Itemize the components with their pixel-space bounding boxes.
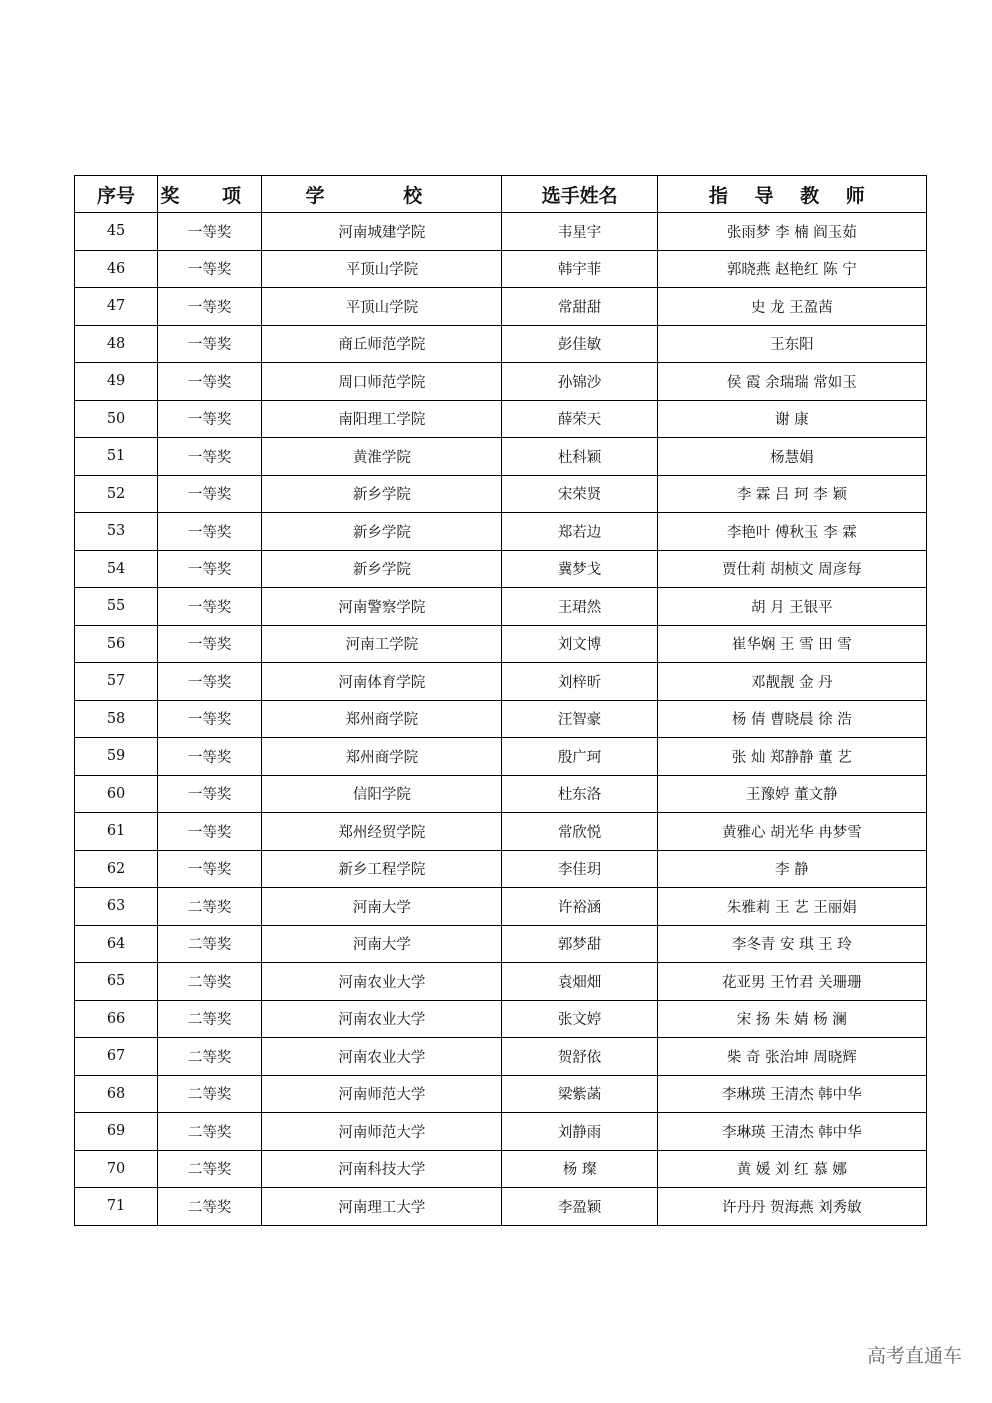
- cell-contestant: 汪智豪: [502, 700, 657, 738]
- cell-award: 二等奖: [158, 1188, 262, 1226]
- cell-teacher: 许丹丹 贺海燕 刘秀敏: [657, 1188, 926, 1226]
- cell-school: 河南师范大学: [262, 1075, 502, 1113]
- table-row: [75, 1150, 927, 1188]
- table-row: [75, 813, 927, 851]
- cell-award: 一等奖: [158, 513, 262, 551]
- cell-teacher: 侯 霞 余瑞瑞 常如玉: [657, 363, 926, 401]
- cell-contestant: 郭梦甜: [502, 925, 657, 963]
- cell-teacher: 张雨梦 李 楠 阎玉茹: [657, 213, 926, 251]
- cell-contestant: 贺舒依: [502, 1038, 657, 1076]
- cell-contestant: 杨 璨: [502, 1150, 657, 1188]
- cell-award: 一等奖: [158, 288, 262, 326]
- cell-contestant: 韦星宇: [502, 213, 657, 251]
- header-row: [75, 176, 927, 213]
- cell-contestant: 王珺然: [502, 588, 657, 626]
- cell-seq: 67: [75, 1038, 158, 1076]
- cell-seq: 54: [75, 550, 158, 588]
- cell-school: 新乡学院: [262, 513, 502, 551]
- cell-award: 一等奖: [158, 363, 262, 401]
- cell-award: 一等奖: [158, 588, 262, 626]
- cell-teacher: 李 霖 吕 珂 李 颖: [657, 475, 926, 513]
- cell-award: 一等奖: [158, 475, 262, 513]
- cell-teacher: 李琳瑛 王清杰 韩中华: [657, 1075, 926, 1113]
- table-row: [75, 250, 927, 288]
- cell-seq: 52: [75, 475, 158, 513]
- cell-award: 二等奖: [158, 1075, 262, 1113]
- cell-seq: 62: [75, 850, 158, 888]
- cell-teacher: 胡 月 王银平: [657, 588, 926, 626]
- table-row: [75, 775, 927, 813]
- cell-seq: 51: [75, 438, 158, 476]
- cell-contestant: 刘静雨: [502, 1113, 657, 1151]
- cell-teacher: 柴 奇 张治坤 周晓辉: [657, 1038, 926, 1076]
- cell-contestant: 许裕涵: [502, 888, 657, 926]
- table-header: [75, 176, 927, 213]
- cell-school: 河南警察学院: [262, 588, 502, 626]
- table-row: [75, 400, 927, 438]
- cell-school: 平顶山学院: [262, 250, 502, 288]
- cell-seq: 66: [75, 1000, 158, 1038]
- header-contestant: 选手姓名: [502, 176, 657, 213]
- cell-award: 二等奖: [158, 888, 262, 926]
- table-row: [75, 963, 927, 1001]
- cell-award: 一等奖: [158, 550, 262, 588]
- award-table: [74, 175, 927, 1226]
- cell-teacher: 朱雅莉 王 艺 王丽娟: [657, 888, 926, 926]
- table-row: [75, 325, 927, 363]
- cell-seq: 55: [75, 588, 158, 626]
- watermark-text: 高考直通车: [866, 1345, 962, 1367]
- cell-teacher: 杨慧娟: [657, 438, 926, 476]
- header-seq: 序号: [75, 176, 158, 213]
- cell-teacher: 谢 康: [657, 400, 926, 438]
- table-row: [75, 1038, 927, 1076]
- table-row: [75, 888, 927, 926]
- table-row: [75, 738, 927, 776]
- cell-contestant: 梁紫菡: [502, 1075, 657, 1113]
- cell-seq: 60: [75, 775, 158, 813]
- cell-teacher: 黄雅心 胡光华 冉梦雪: [657, 813, 926, 851]
- cell-seq: 53: [75, 513, 158, 551]
- cell-contestant: 韩宇菲: [502, 250, 657, 288]
- cell-award: 二等奖: [158, 963, 262, 1001]
- cell-award: 一等奖: [158, 813, 262, 851]
- table-row: [75, 625, 927, 663]
- cell-teacher: 崔华娴 王 雪 田 雪: [657, 625, 926, 663]
- cell-seq: 64: [75, 925, 158, 963]
- table-row: [75, 363, 927, 401]
- cell-school: 河南大学: [262, 888, 502, 926]
- cell-seq: 49: [75, 363, 158, 401]
- table-row: [75, 475, 927, 513]
- cell-award: 一等奖: [158, 700, 262, 738]
- cell-teacher: 杨 倩 曹晓晨 徐 浩: [657, 700, 926, 738]
- cell-school: 周口师范学院: [262, 363, 502, 401]
- cell-teacher: 邓靓靓 金 丹: [657, 663, 926, 701]
- cell-contestant: 常甜甜: [502, 288, 657, 326]
- cell-award: 一等奖: [158, 400, 262, 438]
- table-row: [75, 438, 927, 476]
- header-teacher: 指 导 教 师: [657, 176, 926, 213]
- cell-award: 一等奖: [158, 775, 262, 813]
- cell-award: 一等奖: [158, 250, 262, 288]
- table-row: [75, 1188, 927, 1226]
- cell-contestant: 郑若边: [502, 513, 657, 551]
- table-row: [75, 288, 927, 326]
- cell-contestant: 刘梓昕: [502, 663, 657, 701]
- cell-teacher: 贾仕莉 胡桢文 周彦每: [657, 550, 926, 588]
- cell-teacher: 王东阳: [657, 325, 926, 363]
- cell-school: 商丘师范学院: [262, 325, 502, 363]
- table-row: [75, 700, 927, 738]
- cell-seq: 58: [75, 700, 158, 738]
- cell-seq: 50: [75, 400, 158, 438]
- cell-seq: 46: [75, 250, 158, 288]
- cell-teacher: 李琳瑛 王清杰 韩中华: [657, 1113, 926, 1151]
- cell-school: 郑州商学院: [262, 700, 502, 738]
- cell-teacher: 张 灿 郑静静 董 艺: [657, 738, 926, 776]
- cell-teacher: 李艳叶 傅秋玉 李 霖: [657, 513, 926, 551]
- cell-school: 郑州商学院: [262, 738, 502, 776]
- table-row: [75, 1000, 927, 1038]
- cell-school: 平顶山学院: [262, 288, 502, 326]
- cell-school: 河南师范大学: [262, 1113, 502, 1151]
- cell-award: 一等奖: [158, 438, 262, 476]
- cell-award: 一等奖: [158, 625, 262, 663]
- table-row: [75, 925, 927, 963]
- cell-school: 河南大学: [262, 925, 502, 963]
- cell-school: 河南科技大学: [262, 1150, 502, 1188]
- cell-contestant: 李盈颖: [502, 1188, 657, 1226]
- cell-award: 一等奖: [158, 850, 262, 888]
- cell-seq: 61: [75, 813, 158, 851]
- cell-seq: 69: [75, 1113, 158, 1151]
- cell-contestant: 袁畑畑: [502, 963, 657, 1001]
- cell-school: 河南城建学院: [262, 213, 502, 251]
- table-row: [75, 663, 927, 701]
- table-row: [75, 513, 927, 551]
- cell-seq: 47: [75, 288, 158, 326]
- cell-school: 河南工学院: [262, 625, 502, 663]
- header-school: 学 校: [262, 176, 502, 213]
- cell-award: 二等奖: [158, 1000, 262, 1038]
- cell-school: 新乡学院: [262, 550, 502, 588]
- cell-contestant: 彭佳敏: [502, 325, 657, 363]
- cell-seq: 56: [75, 625, 158, 663]
- table-row: [75, 550, 927, 588]
- cell-seq: 68: [75, 1075, 158, 1113]
- cell-award: 二等奖: [158, 1150, 262, 1188]
- cell-seq: 65: [75, 963, 158, 1001]
- cell-seq: 59: [75, 738, 158, 776]
- cell-school: 河南农业大学: [262, 1038, 502, 1076]
- cell-teacher: 花亚男 王竹君 关珊珊: [657, 963, 926, 1001]
- cell-teacher: 李冬青 安 琪 王 玲: [657, 925, 926, 963]
- cell-contestant: 殷广珂: [502, 738, 657, 776]
- cell-award: 二等奖: [158, 925, 262, 963]
- cell-contestant: 冀梦戈: [502, 550, 657, 588]
- cell-seq: 70: [75, 1150, 158, 1188]
- table-row: [75, 850, 927, 888]
- cell-teacher: 宋 扬 朱 婧 杨 澜: [657, 1000, 926, 1038]
- table-row: [75, 588, 927, 626]
- cell-seq: 45: [75, 213, 158, 251]
- cell-contestant: 杜科颖: [502, 438, 657, 476]
- cell-teacher: 郭晓燕 赵艳红 陈 宁: [657, 250, 926, 288]
- cell-contestant: 薛荣天: [502, 400, 657, 438]
- cell-school: 信阳学院: [262, 775, 502, 813]
- cell-seq: 63: [75, 888, 158, 926]
- cell-seq: 57: [75, 663, 158, 701]
- cell-school: 南阳理工学院: [262, 400, 502, 438]
- cell-school: 黄淮学院: [262, 438, 502, 476]
- header-award: 奖 项: [158, 176, 262, 213]
- cell-award: 二等奖: [158, 1038, 262, 1076]
- cell-teacher: 史 龙 王盈茜: [657, 288, 926, 326]
- cell-award: 一等奖: [158, 213, 262, 251]
- table-row: [75, 1113, 927, 1151]
- cell-school: 河南农业大学: [262, 963, 502, 1001]
- cell-teacher: 王豫婷 董文静: [657, 775, 926, 813]
- cell-contestant: 杜东洛: [502, 775, 657, 813]
- cell-award: 一等奖: [158, 663, 262, 701]
- cell-teacher: 李 静: [657, 850, 926, 888]
- cell-award: 一等奖: [158, 325, 262, 363]
- cell-school: 河南农业大学: [262, 1000, 502, 1038]
- table-body: [75, 213, 927, 1226]
- cell-contestant: 孙锦沙: [502, 363, 657, 401]
- cell-school: 新乡学院: [262, 475, 502, 513]
- table-row: [75, 213, 927, 251]
- table-row: [75, 1075, 927, 1113]
- cell-school: 新乡工程学院: [262, 850, 502, 888]
- cell-school: 河南体育学院: [262, 663, 502, 701]
- cell-contestant: 李佳玥: [502, 850, 657, 888]
- cell-seq: 71: [75, 1188, 158, 1226]
- cell-contestant: 常欣悦: [502, 813, 657, 851]
- cell-contestant: 宋荣贤: [502, 475, 657, 513]
- cell-seq: 48: [75, 325, 158, 363]
- cell-teacher: 黄 媛 刘 红 慕 娜: [657, 1150, 926, 1188]
- cell-school: 郑州经贸学院: [262, 813, 502, 851]
- cell-contestant: 刘文博: [502, 625, 657, 663]
- cell-contestant: 张文婷: [502, 1000, 657, 1038]
- cell-school: 河南理工大学: [262, 1188, 502, 1226]
- cell-award: 一等奖: [158, 738, 262, 776]
- cell-award: 二等奖: [158, 1113, 262, 1151]
